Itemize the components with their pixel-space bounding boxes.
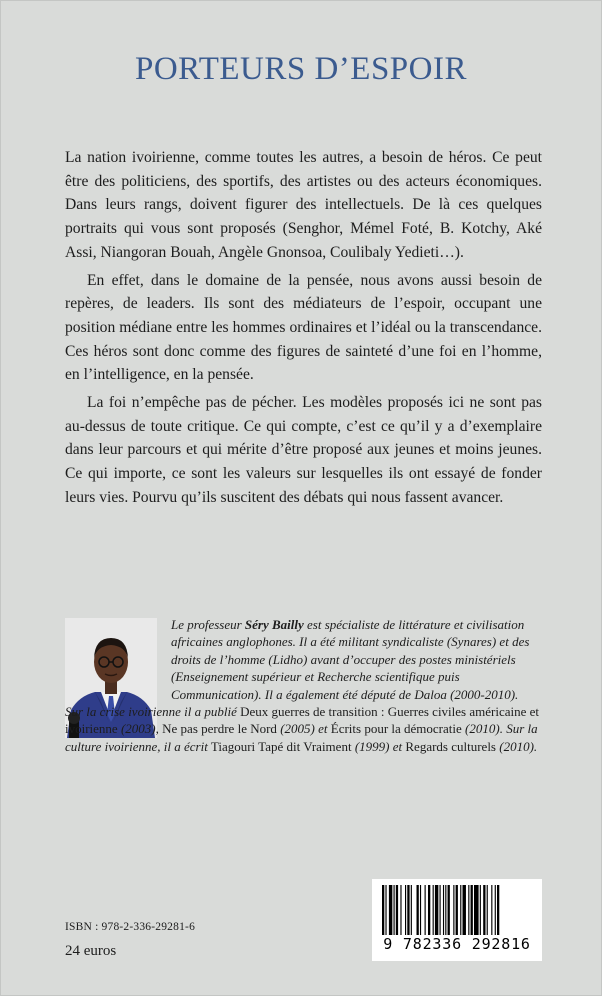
book-year: (2005) [280,721,315,737]
barcode-bar [456,885,458,935]
barcode-bar [474,885,479,935]
barcode [372,879,542,961]
barcode-bar [389,885,392,935]
barcode-bar [497,885,499,935]
book-year: (2010). [465,721,503,737]
blurb [65,146,542,514]
intro-rest: est spécialiste de littérature et civilisation africaines anglophones. Il a été militant syndicaliste (Synares) et des droits de l’homme (Lidho) avant d’occuper des postes ministériels (Enseignement supérieur et Recherche scientifique puis Communication). Il a également été député de Daloa (2000-2010). [171,617,530,702]
barcode-bar [468,885,469,935]
barcode-bar [425,885,426,935]
barcode-bar [460,885,461,935]
barcode-bar [396,885,398,935]
barcode-icon [380,885,534,937]
blurb-paragraph: La foi n’empêche pas de pécher. Les modèles proposés ici ne sont pas au-dessus de toute critique. Ce qui compte, c’est ce qu’il y a d’exemplaire dans leur parcours et qui mérite d’être proposé aux jeunes et moins jeunes. Ce qui importe, ce sont les valeurs sur lesquelles ils ont essayé de fonder leurs vies. Pourvu qu’ils suscitent des débats qui nous fassent avancer. [65,394,542,506]
barcode-bar [405,885,406,935]
barcode-bar [483,885,485,935]
barcode-bar [463,885,466,935]
barcode-bar [428,885,430,935]
intro-prefix: Le professeur [171,617,245,632]
barcode-bar [487,885,488,935]
barcode-bar [407,885,409,935]
barcode-bar [453,885,454,935]
barcode-bar [443,885,444,935]
publications-lead: Sur la crise ivoirienne il a publié [65,704,237,720]
publications-lead: Sur la culture ivoirienne, il a écrit [65,721,538,754]
book-year: (1999) [354,738,390,754]
book-year: (2010). [499,738,538,754]
book-title-item: Tiagouri Tapé dit Vraiment [207,738,355,754]
barcode-bar [480,885,481,935]
barcode-bar [400,885,401,935]
author-intro [171,616,542,703]
conjunction: et [389,738,403,754]
barcode-bar [445,885,446,935]
barcode-number: 9 782336 292816 [383,935,531,953]
book-title-item: Regards culturels [402,738,500,754]
price: 24 euros [65,943,117,959]
book-title-item: Ne pas perdre le Nord [158,721,281,737]
barcode-bar [448,885,450,935]
barcode-bar [420,885,421,935]
book-year: (2003), [120,721,159,737]
barcode-bar [394,885,395,935]
book-title-item: Deux guerres de transition : Guerres civiles américaine et ivoirienne [65,704,540,737]
blurb-paragraph: La nation ivoirienne, comme toutes les autres, a besoin de héros. Ce peut être des politiciens, des sportifs, des artistes ou des acteurs économiques. Dans leurs rangs, doivent figurer des intellectuels. De là ces quelques portraits qui vous sont proposés (Senghor, Mémel Foté, B. Kotchy, Aké Assi, Niangoran Bouah, Angèle Gnonsoa, Coulibaly Yedieti…). [65,149,542,261]
barcode-bar [382,885,384,935]
barcode-bar [495,885,496,935]
barcode-bar [435,885,438,935]
blurb-paragraph: En effet, dans le domaine de la pensée, nous avons aussi besoin de repères, de leaders. Ils sont des médiateurs de l’espoir, occupant une position médiane entre les hommes ordinaires et l’idéal ou la transcendance. Ces héros sont donc comme des figures de sainteté d’une foi en l’homme, en l’intelligence, en la pensée. [65,271,542,384]
barcode-bar [471,885,473,935]
barcode-bar [491,885,492,935]
author-name: Séry Bailly [244,617,304,632]
publications [65,703,542,755]
barcode-bar [440,885,441,935]
barcode-bar [385,885,386,935]
conjunction: et [314,721,328,737]
author-bio [65,616,542,755]
barcode-bar [433,885,434,935]
barcode-bar [417,885,419,935]
isbn: ISBN : 978-2-336-29281-6 [65,921,196,933]
book-title: PORTEURS D’ESPOIR [135,51,467,87]
book-title-item: Écrits pour la démocratie [327,721,466,737]
barcode-bar [411,885,412,935]
